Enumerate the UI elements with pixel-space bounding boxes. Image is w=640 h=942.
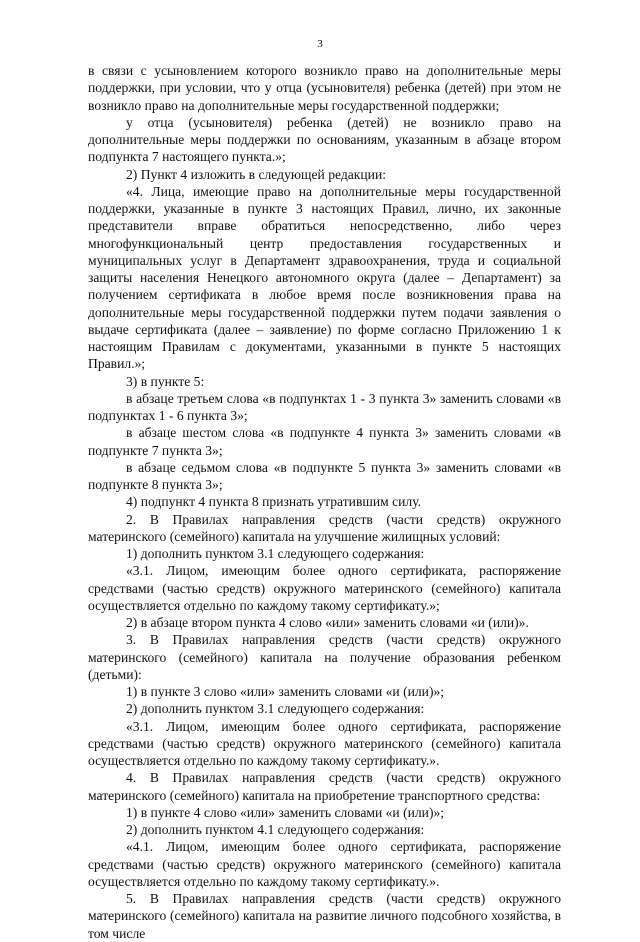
paragraph: 2. В Правилах направления средств (части средств) окружного материнского (семейного) капитала на улучшение жилищных условий: xyxy=(88,511,561,544)
paragraph: 2) в абзаце втором пункта 4 слово «или» заменить словами «и (или)». xyxy=(126,615,529,630)
paragraph: «3.1. Лицом, имеющим более одного сертификата, распоряжение средствами (частью средств) окружного материнского (семейного) капитала осуществляется отдельно по каждому такому сертификату.». xyxy=(88,718,561,768)
paragraph: 5. В Правилах направления средств (части средств) окружного материнского (семейного) капитала на развитие личного подсобного хозяйства, в том числе xyxy=(88,891,561,941)
paragraph: 2) дополнить пунктом 3.1 следующего содержания: xyxy=(126,701,425,717)
paragraph: 4) подпункт 4 пункта 8 признать утратившим силу. xyxy=(126,494,422,510)
paragraph: 2) Пункт 4 изложить в следующей редакции: xyxy=(126,166,386,182)
paragraph: 4. В Правилах направления средств (части средств) окружного материнского (семейного) капитала на приобретение транспортного средства: xyxy=(88,770,561,803)
paragraph: 1) дополнить пунктом 3.1 следующего содержания: xyxy=(126,546,425,561)
paragraph: 3. В Правилах направления средств (части средств) окружного материнского (семейного) капитала на получение образования ребенком (детьми): xyxy=(88,632,561,682)
paragraph: 1) в пункте 3 слово «или» заменить словами «и (или)»; xyxy=(126,684,445,699)
paragraph: 1) в пункте 4 слово «или» заменить словами «и (или)»; xyxy=(126,804,445,820)
paragraph: «4. Лица, имеющие право на дополнительные меры государственной поддержки, указанные в пункте 3 настоящих Правил, лично, их законные представители вправе обратиться непосредственно, либо через многофункциональный центр предоставления государственных и муниципальных услуг в Департамент здравоохранения, труда и социальной защиты населения Ненецкого автономного округа (далее – Департамент) за получением сертификата в любое время после возникновения права на дополнительные меры государственной поддержки путем подачи заявления о выдаче сертификата (далее – заявление) по форме согласно Приложению 1 к настоящим Правилам с документами, указанными в пункте 5 настоящих Правил.»; xyxy=(88,183,561,372)
paragraph: в абзаце шестом слова «в подпункте 4 пункта 3» заменить словами «в подпункте 7 пункта 3»; xyxy=(88,425,561,458)
page-number: 3 xyxy=(317,38,323,50)
paragraph: «4.1. Лицом, имеющим более одного сертификата, распоряжение средствами (частью средств) окружного материнского (семейного) капитала осуществляется отдельно по каждому такому сертификату.». xyxy=(88,839,561,889)
document-body xyxy=(88,62,561,942)
paragraph: в абзаце третьем слова «в подпунктах 1 - 3 пункта 3» заменить словами «в подпунктах 1 - 6 пункта 3»; xyxy=(88,390,561,423)
paragraph: 3) в пункте 5: xyxy=(126,373,205,389)
paragraph: в связи с усыновлением которого возникло право на дополнительные меры поддержки, при условии, что у отца (усыновителя) ребенка (детей) при этом не возникло право на дополнительные меры государственной поддержки; xyxy=(88,63,561,113)
paragraph: у отца (усыновителя) ребенка (детей) не возникло право на дополнительные меры поддержки по основаниям, указанным в абзаце втором подпункта 7 настоящего пункта.»; xyxy=(88,114,561,165)
paragraph: 2) дополнить пунктом 4.1 следующего содержания: xyxy=(126,822,425,837)
paragraph: в абзаце седьмом слова «в подпункте 5 пункта 3» заменить словами «в подпункте 8 пункта 3»; xyxy=(88,459,561,492)
paragraph: «3.1. Лицом, имеющим более одного сертификата, распоряжение средствами (частью средств) окружного материнского (семейного) капитала осуществляется отдельно по каждому такому сертификату.»; xyxy=(88,563,561,613)
